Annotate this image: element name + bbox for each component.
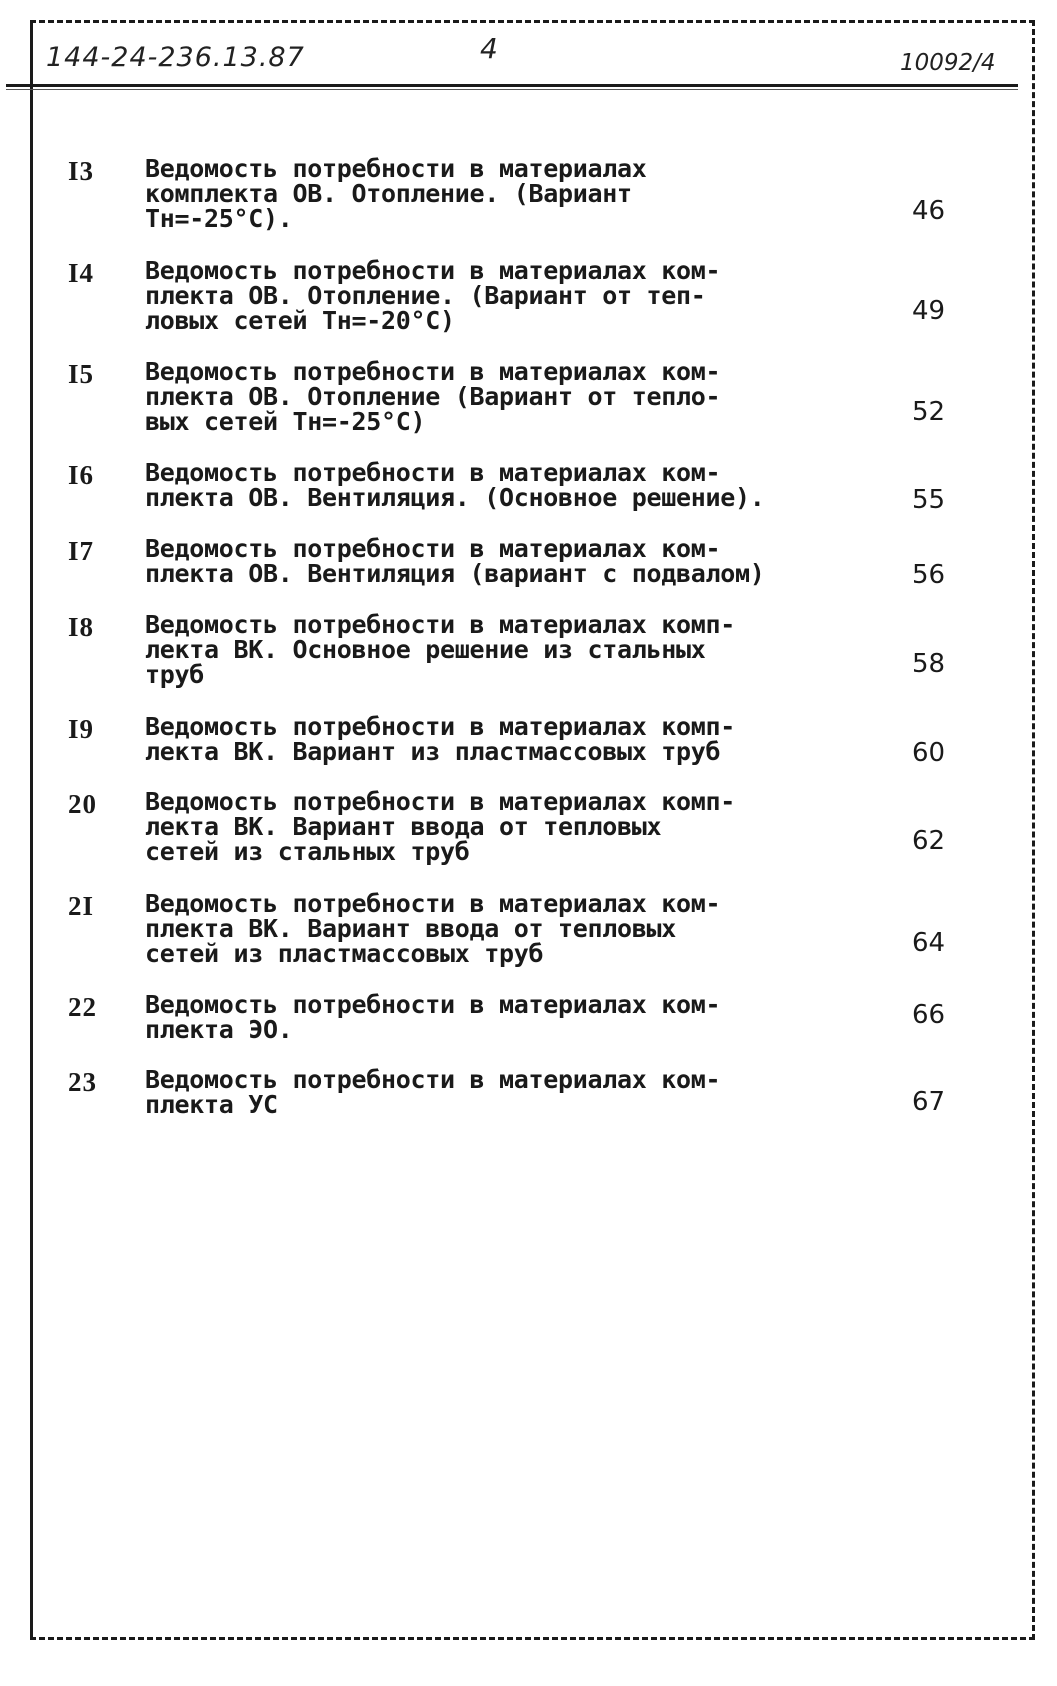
entry-page: 64 bbox=[912, 928, 946, 958]
entry-page: 49 bbox=[912, 296, 946, 326]
entry-number: I3 bbox=[68, 156, 95, 186]
entry-title: Ведомость потребности в материалах комплекта ОВ. Отопление. (Вариант Тн=-25°С). bbox=[145, 154, 647, 233]
entry-page: 60 bbox=[912, 738, 946, 768]
entry-title: Ведомость потребности в материалах ком- плекта ОВ. Вентиляция. (Основное решение). bbox=[145, 458, 765, 512]
page-number: 4 bbox=[480, 32, 498, 65]
entry-number: 22 bbox=[68, 992, 97, 1022]
entry-page: 55 bbox=[912, 485, 946, 515]
entry-title: Ведомость потребности в материалах ком- плекта ОВ. Отопление (Вариант от тепло- вых сетей Тн=-25°С) bbox=[145, 357, 721, 436]
entry-title: Ведомость потребности в материалах ком- плекта ОВ. Отопление. (Вариант от теп- ловых сетей Тн=-20°С) bbox=[145, 256, 721, 335]
document-code: 144-24-236.13.87 bbox=[46, 42, 305, 73]
entry-page: 52 bbox=[912, 397, 946, 427]
entry-number: I5 bbox=[68, 359, 95, 389]
header-rule-thin bbox=[6, 89, 1018, 90]
entry-number: 2I bbox=[68, 891, 95, 921]
entry-number: 20 bbox=[68, 789, 97, 819]
entry-page: 66 bbox=[912, 1000, 946, 1030]
entry-number: 23 bbox=[68, 1067, 97, 1097]
sheet-reference: 10092/4 bbox=[900, 50, 996, 76]
entry-page: 67 bbox=[912, 1087, 946, 1117]
entry-title: Ведомость потребности в материалах комп- лекта ВК. Вариант из пластмассовых труб bbox=[145, 712, 736, 766]
entry-title: Ведомость потребности в материалах ком- плекта ВК. Вариант ввода от тепловых сетей из пластмассовых труб bbox=[145, 889, 721, 968]
entry-title: Ведомость потребности в материалах комп- лекта ВК. Вариант ввода от тепловых сетей из стальных труб bbox=[145, 787, 736, 866]
entry-page: 62 bbox=[912, 826, 946, 856]
entry-title: Ведомость потребности в материалах комп- лекта ВК. Основное решение из стальных труб bbox=[145, 610, 736, 689]
header-rule bbox=[6, 84, 1018, 87]
entry-number: I8 bbox=[68, 612, 95, 642]
entry-number: I6 bbox=[68, 460, 95, 490]
entry-page: 58 bbox=[912, 649, 946, 679]
entry-number: I7 bbox=[68, 536, 95, 566]
entry-title: Ведомость потребности в материалах ком- плекта УС bbox=[145, 1065, 721, 1119]
entry-number: I4 bbox=[68, 258, 95, 288]
entry-page: 46 bbox=[912, 196, 946, 226]
entry-number: I9 bbox=[68, 714, 95, 744]
entry-title: Ведомость потребности в материалах ком- плекта ЭО. bbox=[145, 990, 721, 1044]
entry-page: 56 bbox=[912, 560, 946, 590]
entry-title: Ведомость потребности в материалах ком- плекта ОВ. Вентиляция (вариант с подвалом) bbox=[145, 534, 765, 588]
